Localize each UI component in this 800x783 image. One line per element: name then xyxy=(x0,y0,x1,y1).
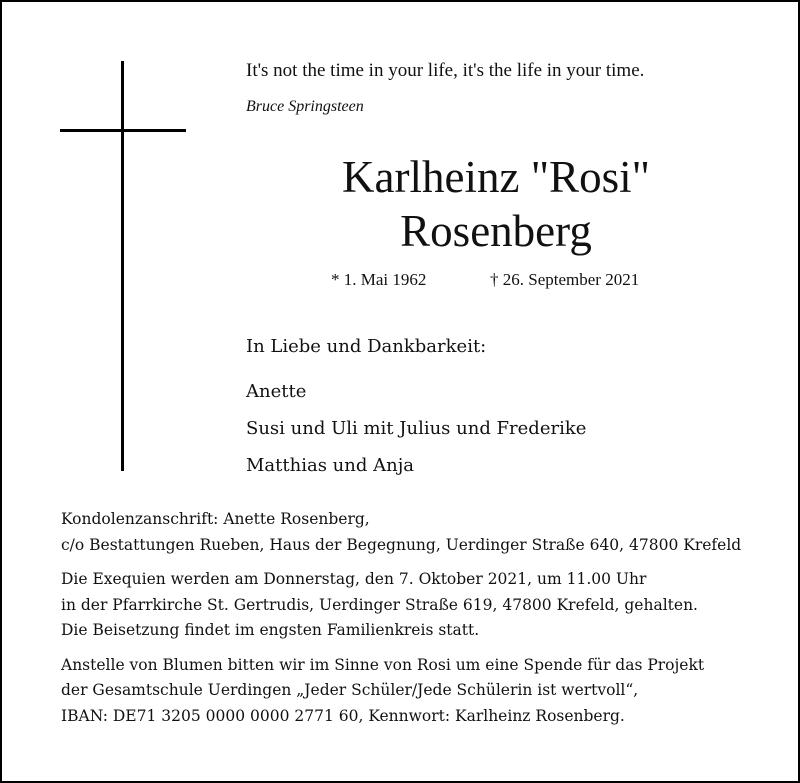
mourners-intro: In Liebe und Dankbarkeit: xyxy=(246,336,487,357)
birth-date: * 1. Mai 1962 xyxy=(331,270,427,289)
condolence-address-line: Kondolenzanschrift: Anette Rosenberg, xyxy=(61,510,370,528)
service-info-line: Die Beisetzung findet im engsten Familienkreis statt. xyxy=(61,621,480,639)
donation-info-line: der Gesamtschule Uerdingen „Jeder Schüler/Jede Schülerin ist wertvoll“, xyxy=(61,681,639,699)
mourner-name: Matthias und Anja xyxy=(246,455,415,476)
donation-info-line: Anstelle von Blumen bitten wir im Sinne von Rosi um eine Spende für das Projekt xyxy=(61,656,705,674)
death-date: † 26. September 2021 xyxy=(490,270,640,289)
condolence-address-line: c/o Bestattungen Rueben, Haus der Begegnung, Uerdinger Straße 640, 47800 Krefeld xyxy=(61,536,742,554)
quote-author: Bruce Springsteen xyxy=(246,98,364,115)
deceased-name-line2: Rosenberg xyxy=(400,206,592,256)
deceased-name-line1: Karlheinz "Rosi" xyxy=(342,152,650,202)
service-info-line: in der Pfarrkirche St. Gertrudis, Uerdinger Straße 619, 47800 Krefeld, gehalten. xyxy=(61,596,698,614)
mourner-name: Anette xyxy=(246,381,307,402)
quote-text: It's not the time in your life, it's the life in your time. xyxy=(246,60,645,81)
cross-vertical-bar xyxy=(121,61,124,471)
cross-horizontal-bar xyxy=(60,129,186,132)
service-info-line: Die Exequien werden am Donnerstag, den 7. Oktober 2021, um 11.00 Uhr xyxy=(61,570,647,588)
donation-info-line: IBAN: DE71 3205 0000 0000 2771 60, Kennwort: Karlheinz Rosenberg. xyxy=(61,707,625,725)
mourner-name: Susi und Uli mit Julius und Frederike xyxy=(246,418,587,439)
deceased-name xyxy=(302,150,690,258)
